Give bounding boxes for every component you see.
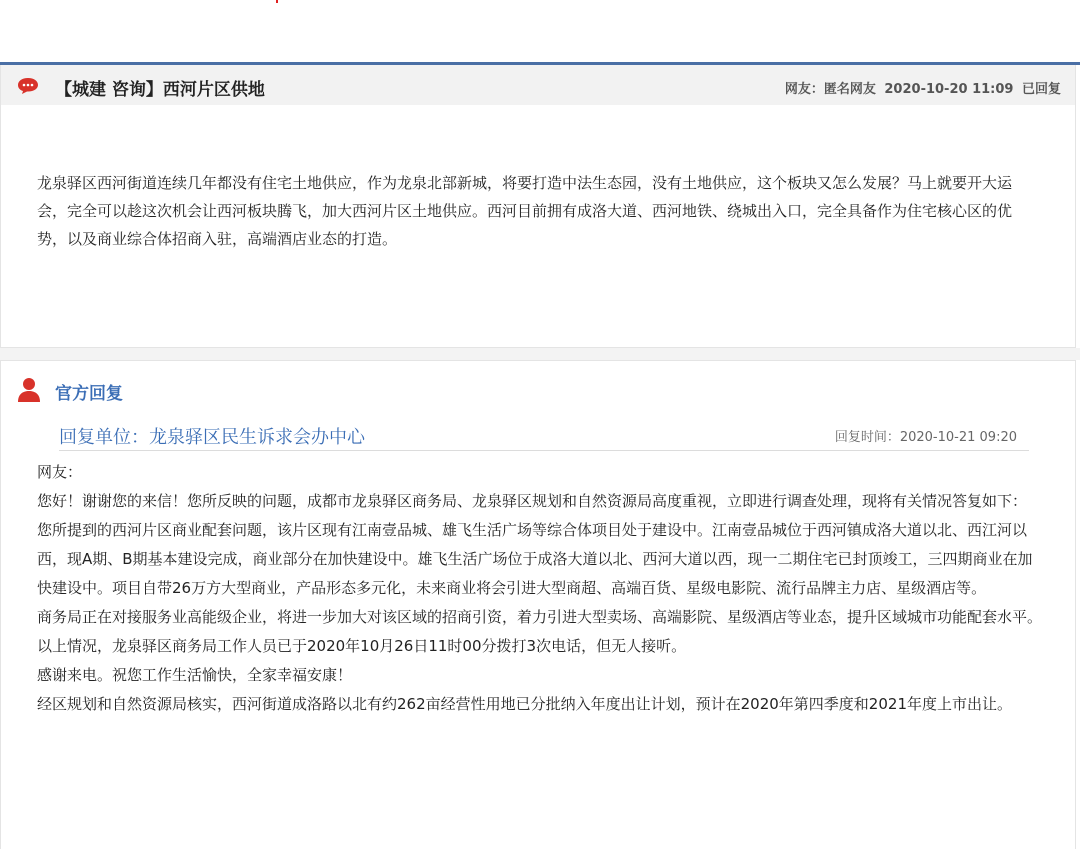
reply-paragraph: 您所提到的西河片区商业配套问题，该片区现有江南壹品城、雄飞生活广场等综合体项目处于建设中。江南壹品城位于西河镇成洛大道以北、西江河以西，现A期、B期基本建设完成，商业部分在加快建设中。雄飞生活广场位于成洛大道以北、西河大道以西，现一二期住宅已封顶竣工，三四期商业在加快建设中。项目自带26万方大型商业，产品形态多元化，未来商业将会引进大型商超、高端百货、星级电影院、流行品牌主力店、星级酒店等。 [37,521,1033,597]
top-red-dot [276,0,278,3]
reply-body [37,458,1047,719]
reply-time: 回复时间：2020-10-21 09:20 [834,430,1017,445]
user-label: 网友： [784,82,824,97]
reply-paragraph: 您好！谢谢您的来信！您所反映的问题，成都市龙泉驿区商务局、龙泉驿区规划和自然资源局高度重视，立即进行调查处理，现将有关情况答复如下： [37,492,1028,510]
reply-paragraph: 经区规划和自然资源局核实，西河街道成洛路以北有约262亩经营性用地已分批纳入年度出让计划，预计在2020年第四季度和2021年度上市出让。 [37,695,1012,713]
reply-paragraph: 网友： [37,463,83,481]
user-icon [17,377,41,403]
reply-paragraph: 商务局正在对接服务业高能级企业，将进一步加大对该区域的招商引资，着力引进大型卖场、高端影院、星级酒店等业态，提升区域城市功能配套水平。 [37,608,1043,626]
reply-paragraph: 感谢来电。祝您工作生活愉快，全家幸福安康！ [37,666,353,684]
official-reply-title: 官方回复 [55,384,123,404]
reply-status-badge: 已回复 [1021,82,1061,97]
user-name: 匿名网友 [823,82,876,97]
reply-unit: 回复单位：龙泉驿区民生诉求会办中心 [59,427,365,448]
question-panel [0,65,1076,348]
question-datetime: 2020-10-20 11:09 [884,82,1014,97]
question-body: 龙泉驿区西河街道连续几年都没有住宅土地供应，作为龙泉北部新城，将要打造中法生态园，没有土地供应，这个板块又怎么发展？马上就要开大运会，完全可以趁这次机会让西河板块腾飞，加大西河片区土地供应。西河目前拥有成洛大道、西河地铁、绕城出入口，完全具备作为住宅核心区的优势，以及商业综合体招商入驻，高端酒店业态的打造。 [37,174,1013,248]
section-divider [0,348,1080,360]
reply-panel [0,360,1076,849]
question-meta [785,78,1061,97]
question-header [1,65,1075,105]
reply-divider [59,450,1029,451]
speech-bubble-icon [17,77,39,95]
question-title: 【城建 咨询】西河片区供地 [55,80,265,100]
reply-paragraph: 以上情况，龙泉驿区商务局工作人员已于2020年10月26日11时00分拨打3次电话，但无人接听。 [37,637,687,655]
